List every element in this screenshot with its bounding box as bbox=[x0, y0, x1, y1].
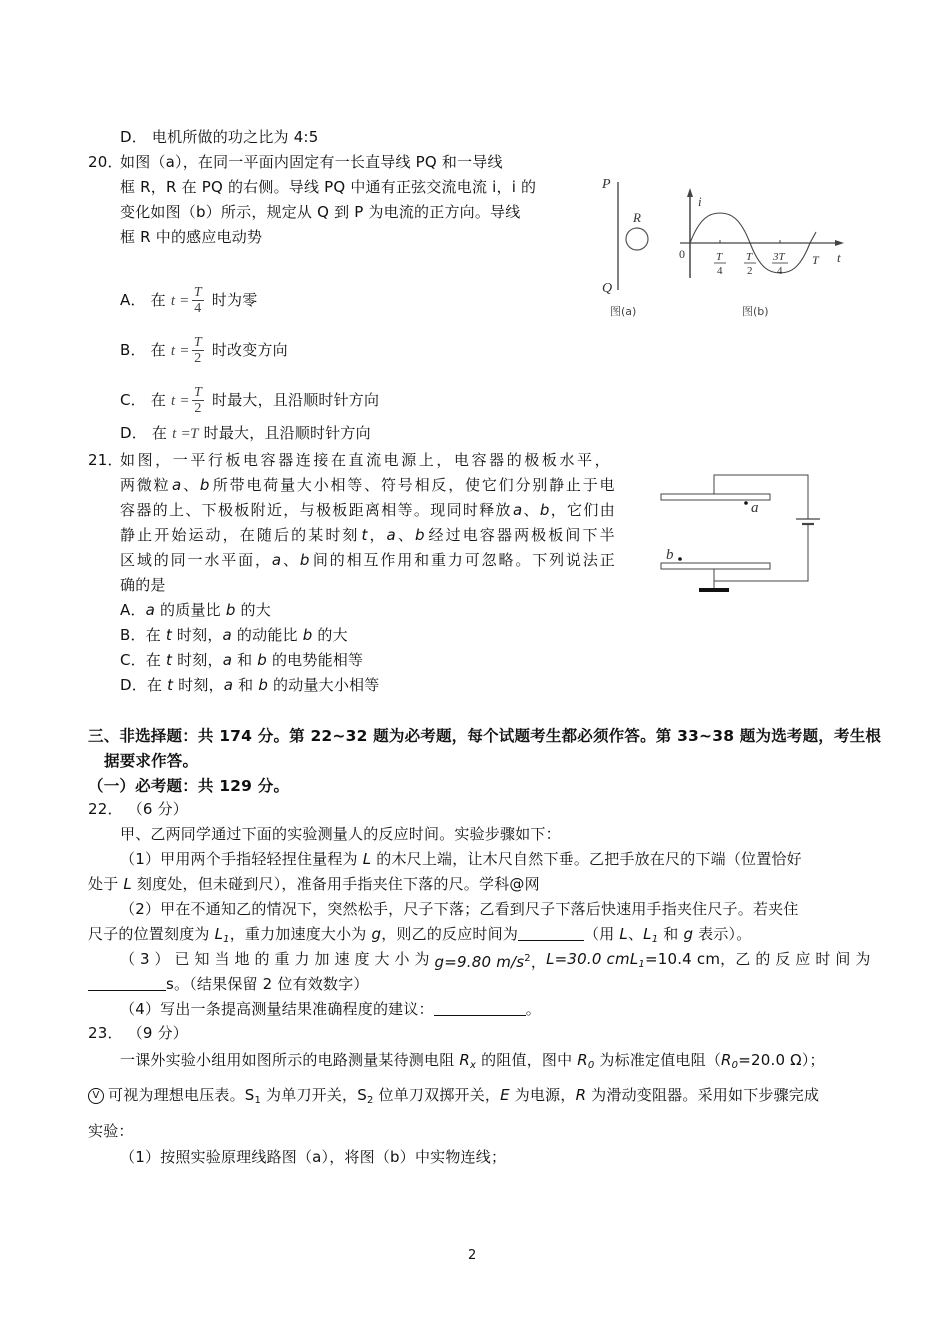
particle-b-icon bbox=[678, 557, 682, 561]
caption-b: 图(b) bbox=[742, 305, 769, 318]
q21-stem-line-1: 如 图 ， 一 平 行 板 电 容 器 连 接 在 直 流 电 源 上 ， 电 容 器 的 极 板 水 平 ， bbox=[120, 451, 610, 469]
q23-line-3: 实验： bbox=[88, 1122, 134, 1140]
q20-stem-line-1: 如图（a），在同一平面内固定有一长直导线 PQ 和一导线 bbox=[120, 153, 503, 171]
option-label: A． bbox=[120, 291, 146, 309]
q21-stem-line-4: 静 止 开 始 运 动 ， 在 随 后 的 某 时 刻 t ， a 、 b 经 过 电 容 器 两 极 板 间 下 半 bbox=[120, 526, 615, 544]
option-label: D． bbox=[120, 128, 147, 146]
question-number: 23． bbox=[88, 1024, 123, 1042]
voltmeter-icon: V bbox=[88, 1088, 104, 1104]
q21-stem-line-6: 确的是 bbox=[120, 576, 166, 594]
q20-option-a bbox=[120, 285, 257, 316]
option-label: A． bbox=[120, 601, 146, 619]
particle-a-icon bbox=[744, 501, 748, 505]
option-text: 时最大，且沿顺时针方向 bbox=[203, 424, 371, 442]
q21-stem-line-5: 区 域 的 同 一 水 平 面 ， a 、 b 间 的 相 互 作 用 和 重 力 可 忽 略 。 下 列 说 法 正 bbox=[120, 551, 615, 569]
svg-text:4: 4 bbox=[717, 265, 723, 277]
option-prefix: 在 bbox=[150, 391, 167, 409]
question-number: 22． bbox=[88, 800, 123, 818]
equals: = bbox=[180, 393, 190, 409]
q21-option-b bbox=[120, 624, 348, 646]
answer-blank-reaction-time-value[interactable] bbox=[88, 976, 166, 991]
q20-option-d bbox=[120, 422, 371, 445]
q21-option-d bbox=[120, 674, 379, 696]
equals: = bbox=[180, 343, 189, 359]
q20-number: 20． bbox=[88, 153, 123, 171]
section-3-heading-line-2: 据要求作答。 bbox=[104, 752, 199, 770]
option-label: B． bbox=[120, 341, 146, 359]
option-text: 在 t 时刻，a 和 b 的动量大小相等 bbox=[146, 676, 380, 694]
variable-T: T bbox=[190, 426, 199, 442]
option-text: 在 t 时刻，a 和 b 的电势能相等 bbox=[145, 651, 364, 669]
option-label: D． bbox=[120, 424, 147, 442]
option-label: B． bbox=[120, 626, 146, 644]
option-label: C． bbox=[120, 651, 146, 669]
q23-line-2: V 可视为理想电压表。$S_1$ 为单刀开关，$S_2$ 位单刀双掷开关，E 为电源，R 为滑动变阻器。采用如下步骤完成 bbox=[88, 1084, 819, 1112]
variable-t: t bbox=[170, 343, 176, 359]
option-label: C． bbox=[120, 391, 146, 409]
equals: = bbox=[180, 293, 189, 309]
q21-number: 21． bbox=[88, 451, 123, 469]
q22-step1-line-1: （1）甲用两个手指轻轻捏住量程为 L 的木尺上端，让木尺自然下垂。乙把手放在尺的下端（位置恰好 bbox=[120, 850, 802, 868]
option-label: D． bbox=[120, 676, 147, 694]
svg-text:4: 4 bbox=[777, 265, 783, 277]
svg-text:T: T bbox=[716, 251, 723, 263]
svg-text:0: 0 bbox=[679, 247, 685, 261]
q22-step2-line-1: （2）甲在不通知乙的情况下，突然松手，尺子下落；乙看到尺子下落后快速用手指夹住尺子。若夹住 bbox=[120, 900, 799, 918]
svg-text:T: T bbox=[746, 251, 753, 263]
equals: = bbox=[181, 426, 191, 442]
q20-stem-line-4: 框 R 中的感应电动势 bbox=[120, 228, 263, 246]
option-text: 时改变方向 bbox=[211, 341, 288, 359]
q22-step2-line-2: 尺子的位置刻度为 $L_1$，重力加速度大小为 g，则乙的反应时间为 （用 L、$L_1$ 和 g 表示）。 bbox=[88, 925, 752, 945]
q20-stem-line-3: 变化如图（b）所示，规定从 Q 到 P 为电流的正方向。导线 bbox=[120, 203, 521, 221]
svg-text:a: a bbox=[751, 500, 759, 516]
q22-header bbox=[88, 798, 188, 820]
q19-option-d bbox=[120, 126, 318, 148]
page-number: 2 bbox=[468, 1248, 477, 1263]
caption-a: 图(a) bbox=[610, 305, 637, 318]
q21-option-c bbox=[120, 649, 363, 671]
svg-text:t: t bbox=[837, 250, 841, 265]
fraction: $\frac{T}{2}$ bbox=[193, 335, 202, 366]
q20-figures bbox=[590, 170, 860, 330]
svg-text:T: T bbox=[812, 253, 819, 267]
section-3-heading-line-1: 三、非选择题：共 174 分。第 22~32 题为必考题，每个试题考生都必须作答。第 33~38 题为选考题，考生根 bbox=[88, 727, 882, 745]
question-score: （9 分） bbox=[127, 1024, 188, 1042]
figure-a bbox=[601, 177, 648, 318]
svg-text:2: 2 bbox=[747, 265, 753, 277]
option-text: 在 t 时刻，a 的动能比 b 的大 bbox=[145, 626, 348, 644]
q22-step3-line-2: s。（结果保留 2 位有效数字） bbox=[88, 973, 369, 995]
answer-blank-suggestion[interactable] bbox=[434, 1001, 526, 1016]
q20-option-c bbox=[120, 385, 379, 416]
svg-text:3T: 3T bbox=[773, 251, 785, 263]
option-prefix: 在 bbox=[150, 341, 166, 359]
q21-option-a bbox=[120, 599, 271, 621]
q22-step1-line-2: 处于 L 刻度处，但未碰到尺），准备用手指夹住下落的尺。学科@网 bbox=[88, 875, 540, 893]
q23-line-1: 一课外实验小组用如图所示的电路测量某待测电阻 $R_x$ 的阻值，图中 $R_0$ 为标准定值电阻（$R_0=20.0$ Ω）； bbox=[120, 1051, 825, 1071]
variable-t: t bbox=[172, 426, 177, 442]
required-questions-heading: （一）必考题：共 129 分。 bbox=[88, 777, 290, 795]
q22-intro: 甲、乙两同学通过下面的实验测量人的反应时间。实验步骤如下： bbox=[120, 825, 561, 843]
option-text: a 的质量比 b 的大 bbox=[145, 601, 271, 619]
fraction: $\frac{T}{4}$ bbox=[193, 285, 202, 316]
ground-icon bbox=[699, 588, 729, 592]
option-prefix: 在 bbox=[150, 291, 166, 309]
option-text: 电机所做的功之比为 4:5 bbox=[151, 128, 319, 146]
option-text: 时最大，且沿顺时针方向 bbox=[212, 391, 380, 409]
answer-blank-reaction-time-formula[interactable] bbox=[518, 926, 584, 941]
label-P: P bbox=[602, 177, 611, 192]
q23-header bbox=[88, 1022, 188, 1044]
variable-t: t bbox=[171, 393, 176, 409]
svg-text:b: b bbox=[666, 547, 674, 563]
option-prefix: 在 bbox=[151, 424, 168, 442]
q21-stem-line-2: 两 微 粒 a 、 b 所 带 电 荷 量 大 小 相 等 、 符 号 相 反 ， 使 它 们 分 别 静 止 于 电 bbox=[120, 476, 615, 494]
q20-option-b bbox=[120, 335, 288, 366]
q20-stem-line-2: 框 R，R 在 PQ 的右侧。导线 PQ 中通有正弦交流电流 i，i 的 bbox=[120, 178, 537, 196]
figure-b bbox=[679, 188, 844, 318]
label-Q: Q bbox=[602, 281, 613, 296]
q22-step3-line-1: （3）已知当地的重力加速度大小为 g=9.80 $m/s^2$， L=30.0 cm $L_1=10.4$ cm， 乙的反应时间为 bbox=[120, 950, 876, 971]
q21-stem-line-3: 容 器 的 上 、 下 极 板 附 近 ， 与 极 板 距 离 相 等 。 现 同 时 释 放 a 、 b ， 它 们 由 bbox=[120, 501, 615, 519]
wire-loop-icon bbox=[626, 228, 648, 250]
capacitor-circuit-figure bbox=[650, 465, 830, 595]
option-text: 时为零 bbox=[211, 291, 258, 309]
q23-step1: （1）按照实验原理线路图（a），将图（b）中实物连线； bbox=[120, 1148, 507, 1166]
label-R: R bbox=[633, 210, 641, 225]
question-score: （6 分） bbox=[127, 800, 188, 818]
svg-text:i: i bbox=[698, 194, 702, 209]
q22-step4: （4）写出一条提高测量结果准确程度的建议： 。 bbox=[120, 1000, 541, 1018]
variable-t: t bbox=[170, 293, 176, 309]
fraction: $\frac{T}{2}$ bbox=[194, 385, 203, 416]
